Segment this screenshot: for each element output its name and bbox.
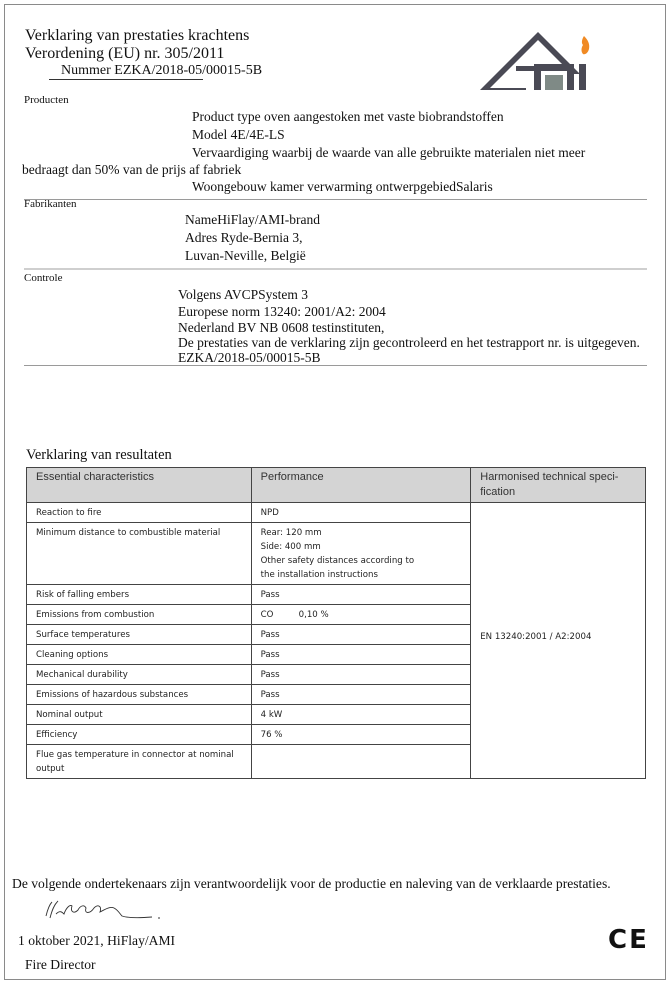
specification-value: EN 13240:2001 / A2:2004: [480, 632, 592, 642]
performance-cell: NPD: [251, 503, 471, 523]
performance-cell: [251, 745, 471, 779]
column-header-specification: [471, 468, 646, 503]
product-type: Product type oven aangestoken met vaste biobrandstoffen: [192, 109, 504, 124]
performance-cell: Pass: [251, 585, 471, 605]
section-divider: [24, 365, 647, 366]
signature-icon: [40, 896, 170, 924]
performance-line: the installation instructions: [260, 570, 378, 580]
characteristic-line: Flue gas temperature in connector at nominal: [36, 750, 234, 760]
product-use: Woongebouw kamer verwarming ontwerpgebiedSalaris: [192, 179, 493, 194]
manufacturer-address: Adres Ryde-Bernia 3,: [185, 230, 303, 245]
performance-value: 0,10 %: [298, 610, 329, 620]
section-divider: [24, 268, 647, 270]
responsibility-statement: De volgende ondertekenaars zijn verantwoordelijk voor de productie en naleving van de verklaarde prestaties.: [12, 876, 611, 891]
column-header-characteristics: Essential characteristics: [27, 468, 252, 503]
performance-line: Rear: 120 mm: [260, 528, 322, 538]
number-underline: [49, 79, 203, 80]
section-divider: [24, 199, 647, 200]
characteristic-cell: Mechanical durability: [27, 665, 252, 685]
document-number: Nummer EZKA/2018-05/00015-5B: [61, 63, 263, 78]
signature: [40, 896, 170, 924]
performance-cell: 4 kW: [251, 705, 471, 725]
characteristic-cell: Reaction to fire: [27, 503, 252, 523]
characteristic-line: output: [36, 764, 65, 774]
performance-cell: Pass: [251, 645, 471, 665]
characteristic-cell: Risk of falling embers: [27, 585, 252, 605]
performance-cell: Pass: [251, 685, 471, 705]
characteristic-cell: Emissions of hazardous substances: [27, 685, 252, 705]
results-heading: Verklaring van resultaten: [26, 447, 172, 463]
characteristic-cell: [27, 745, 252, 779]
performance-label: CO: [260, 610, 274, 620]
signature-date-place: 1 oktober 2021, HiFlay/AMI: [18, 933, 176, 948]
document-title-line2: Verordening (EU) nr. 305/2011: [25, 45, 225, 62]
characteristic-cell: Emissions from combustion: [27, 605, 252, 625]
performance-cell: [251, 605, 471, 625]
section-label-producten: Producten: [24, 94, 69, 106]
control-norm: Europese norm 13240: 2001/A2: 2004: [178, 304, 386, 319]
performance-cell: 76 %: [251, 725, 471, 745]
performance-line: Side: 400 mm: [260, 542, 321, 552]
manufacturer-name: NameHiFlay/AMI-brand: [185, 212, 320, 227]
column-header-specification-line1: Harmonised technical speci-: [480, 471, 619, 483]
product-manufacturing-line2: bedraagt dan 50% van de prijs af fabriek: [22, 162, 242, 177]
characteristic-cell: Efficiency: [27, 725, 252, 745]
product-model: Model 4E/4E-LS: [192, 127, 285, 142]
column-header-performance: Performance: [251, 468, 471, 503]
control-statement: De prestaties van de verklaring zijn gecontroleerd en het testrapport nr. is uitgegeven.: [178, 335, 640, 350]
characteristic-cell: Surface temperatures: [27, 625, 252, 645]
control-system: Volgens AVCPSystem 3: [178, 287, 309, 302]
product-manufacturing-line1: Vervaardiging waarbij de waarde van alle gebruikte materialen niet meer: [192, 145, 586, 160]
results-table: [26, 467, 646, 779]
table-header-row: [27, 468, 646, 503]
performance-cell: Pass: [251, 665, 471, 685]
signatory-role: Fire Director: [25, 957, 96, 972]
house-logo-icon: [476, 26, 616, 94]
control-report-number: EZKA/2018-05/00015-5B: [178, 350, 321, 365]
ami-logo: [476, 26, 616, 94]
ce-mark-icon: CE: [608, 925, 649, 955]
column-header-specification-line2: fication: [480, 486, 516, 498]
characteristic-cell: Cleaning options: [27, 645, 252, 665]
section-label-controle: Controle: [24, 272, 63, 284]
specification-cell: [471, 503, 646, 779]
document-title-line1: Verklaring van prestaties krachtens: [25, 27, 250, 44]
manufacturer-city: Luvan-Neville, België: [185, 248, 306, 263]
performance-cell: Pass: [251, 625, 471, 645]
section-label-fabrikanten: Fabrikanten: [24, 198, 77, 210]
control-institute: Nederland BV NB 0608 testinstituten,: [178, 320, 385, 335]
characteristic-cell: Nominal output: [27, 705, 252, 725]
performance-cell: [251, 523, 471, 585]
table-row: [27, 503, 646, 523]
performance-line: Other safety distances according to: [260, 556, 415, 566]
characteristic-cell: Minimum distance to combustible material: [27, 523, 252, 585]
